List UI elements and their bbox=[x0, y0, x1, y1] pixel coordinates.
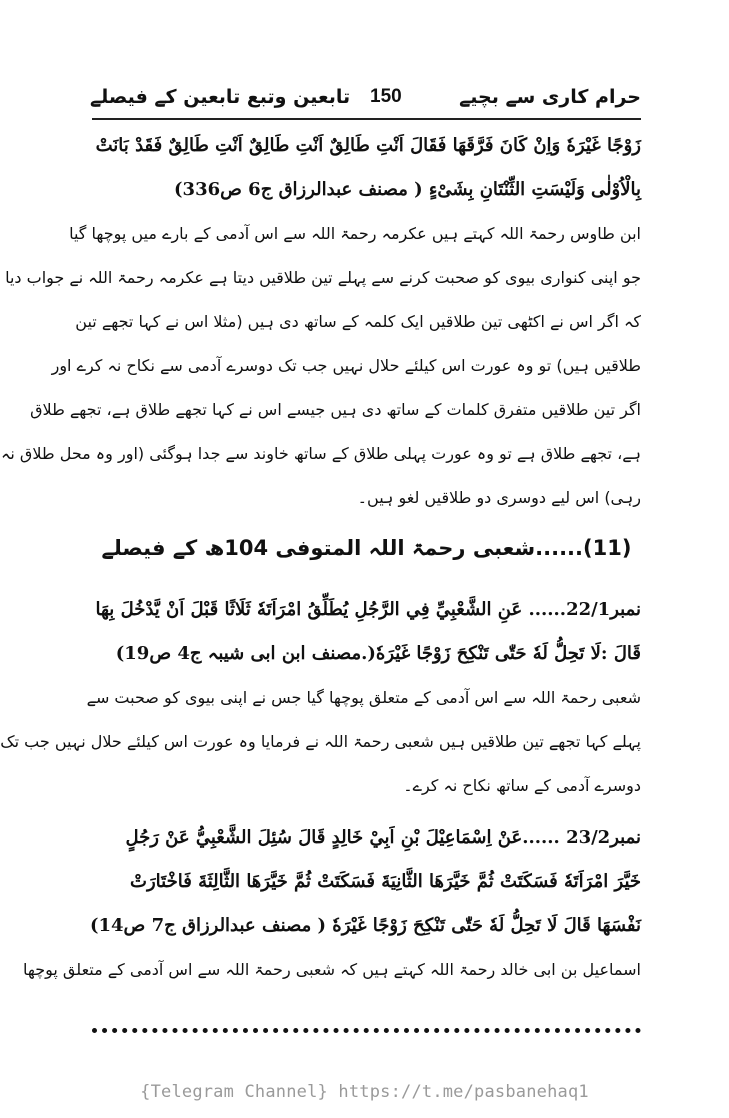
urdu-text-line: رہی) اس لیے دوسری دو طلاقیں لغو ہیں۔ bbox=[357, 488, 641, 507]
urdu-text-line: اسماعیل بن ابی خالد رحمۃ اللہ کہتے ہیں کہ شعبی رحمۃ اللہ سے اس آدمی کے متعلق پوچھا bbox=[22, 960, 641, 979]
arabic-text-line: نمبر23/2 ......عَنْ اِسْمَاعِيْلَ بْنِ اَبِيْ خَالِدٍ قَالَ سُئِلَ الشَّعْبِيُّ عَنْ رَجُلٍ bbox=[125, 827, 641, 848]
paragraph-block-1 bbox=[1, 124, 641, 520]
arabic-text-line: قَالَ :لَا تَحِلُّ لَهٗ حَتّٰى تَنْكِحَ زَوْجًا غَيْرَهٗ(.مصنف ابن ابی شیبہ ج4 ص19) bbox=[115, 643, 641, 664]
arabic-text-line: بِالْاُوْلٰى وَلَيْسَتِ الثِّنْتَانِ بِشَىْءٍ ( مصنف عبدالرزاق ج6 ص336) bbox=[174, 179, 641, 200]
urdu-text-line: دوسرے آدمی کے ساتھ نکاح نہ کرے۔ bbox=[403, 776, 641, 795]
arabic-text-line: زَوْجًا غَيْرَهٗ وَاِنْ كَانَ فَرَّقَهَا فَقَالَ اَنْتِ طَالِقٌ اَنْتِ طَالِقٌ اَنْتِ طَالِقٌ فَقَدْ بَانَتْ bbox=[95, 135, 641, 156]
urdu-text-line: پہلے کہا تجھے تین طلاقیں ہیں شعبی رحمۃ اللہ نے فرمایا وہ عورت اس کیلئے حلال نہیں جب تک bbox=[0, 732, 641, 751]
header-book-title: حرام کاری سے بچیے bbox=[459, 86, 641, 108]
header-divider bbox=[92, 118, 641, 120]
page-number: 150 bbox=[370, 86, 402, 107]
arabic-text-line: نَفْسَهَا قَالَ لَا تَحِلُّ لَهٗ حَتّٰى تَنْكِحَ زَوْجًا غَيْرَهٗ ( مصنف عبدالرزاق ج7 ص14) bbox=[89, 915, 641, 936]
paragraph-block-2 bbox=[0, 588, 641, 808]
paragraph-block-3 bbox=[22, 816, 641, 992]
urdu-text-line: ہے، تجھے طلاق ہے تو وہ عورت پہلی طلاق کے ساتھ خاوند سے جدا ہوگئی (اور وہ محل طلاق نہ bbox=[1, 444, 641, 463]
telegram-channel-footer: {Telegram Channel} https://t.me/pasbanehaq1 bbox=[140, 1082, 589, 1102]
bottom-dotted-divider bbox=[92, 1028, 641, 1033]
section-heading: (11)......شعبی رحمۃ اللہ المتوفی 104ھ کے فیصلے bbox=[101, 536, 632, 560]
urdu-text-line: جو اپنی کنواری بیوی کو صحبت کرنے سے پہلے تین طلاقیں دیتا ہے عکرمہ رحمۃ اللہ نے جواب دیا bbox=[5, 268, 641, 287]
urdu-text-line: اگر تین طلاقیں متفرق کلمات کے ساتھ دی ہیں جیسے اس نے کہا تجھے طلاق ہے، تجھے طلاق bbox=[30, 400, 641, 419]
urdu-text-line: ابن طاوس رحمۃ اللہ کہتے ہیں عکرمہ رحمۃ اللہ سے اس آدمی کے بارے میں پوچھا گیا bbox=[69, 224, 641, 243]
urdu-text-line: طلاقیں ہیں) تو وہ عورت اس کیلئے حلال نہیں جب تک دوسرے آدمی سے نکاح نہ کرے اور bbox=[51, 356, 641, 375]
arabic-text-line: نمبر22/1...... عَنِ الشَّعْبِيِّ فِي الرَّجُلِ يُطَلِّقُ امْرَاَتَهٗ ثَلَاثًا قَبْلَ اَنْ يَّدْخُلَ بِهَا bbox=[95, 599, 641, 620]
page-header bbox=[90, 78, 641, 118]
urdu-text-line: کہ اگر اس نے اکٹھی تین طلاقیں ایک کلمہ کے ساتھ دی ہیں (مثلا اس نے کہا تجھے تین bbox=[75, 312, 641, 331]
urdu-text-line: شعبی رحمۃ اللہ سے اس آدمی کے متعلق پوچھا گیا جس نے اپنی بیوی کو صحبت سے bbox=[86, 688, 641, 707]
arabic-text-line: خَيَّرَ امْرَاَتَهٗ فَسَكَتَتْ ثُمَّ خَيَّرَهَا الثَّانِيَةَ فَسَكَتَتْ ثُمَّ خَيَّرَهَا الثَّالِثَةَ فَاخْتَارَتْ bbox=[130, 871, 641, 892]
header-chapter-title: تابعین وتبع تابعین کے فیصلے bbox=[90, 86, 351, 108]
